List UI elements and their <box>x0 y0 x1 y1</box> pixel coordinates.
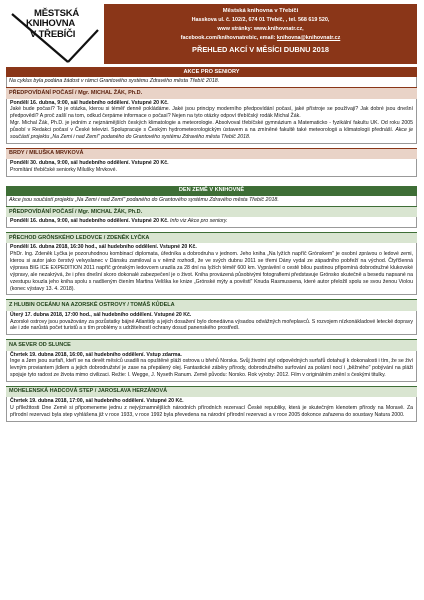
event-when: Čtvrtek 19. dubna 2018, 16:00, sál hudebního oddělení. Vstup zdarma. <box>10 351 182 358</box>
event-title: BRDY / MILUŠKA MRVKOVÁ <box>6 148 417 159</box>
event-desc-bio-text: Mgr. Michal Žák, Ph.D. je jedním z nejznámějších českých klimatologie a meteorologie. Absolvoval třebíčské gymnázium a Matematicko - fyzikální fakultu UK. Od roku 2005 působí v Redakci počasí v České televizi. Spolupracuje s Českým hydrometeorologickým ústavem a na zmíněné fakultě také meteorologii a klimatologii přednáší. <box>10 120 413 134</box>
logo-line-1: MĚSTSKÁ <box>34 8 80 19</box>
section-intro-earthday: Akce jsou součástí projektu „Na Zemi i nad Zemí" podaného do Grantového systému Zdravého města Třebíč 2018. <box>6 196 417 206</box>
org-social <box>110 34 411 43</box>
event-block <box>6 243 417 295</box>
event-desc: Info viz Akce pro seniory. <box>170 218 228 225</box>
section-intro-seniors: Na cyklus byla podána žádost v rámci Grantového systému Zdravého města Třebíč 2018. <box>6 77 417 87</box>
event-block <box>6 397 417 422</box>
event-desc: Promítání třebíčské seniorky Milušky Mrvkové. <box>10 166 117 173</box>
event-block <box>6 217 417 228</box>
event-desc-bio <box>10 120 413 141</box>
email-link[interactable]: knihovna@knihovnatr.cz <box>276 34 341 41</box>
event-when: Čtvrtek 19. dubna 2018, 17:00, sál hudebního oddělení. Vstupné 20 Kč. <box>10 398 184 405</box>
facebook-link[interactable]: facebook.com/knihovnatrebic, email: <box>180 34 276 41</box>
event-desc: Jaké bude počasí? To je otázka, kterou si téměř denně pokládáme. Jaké jsou principy moderního předpovídání počasí, jaké přístroje se používají? Jak dobré jsou dnešní předpovědi? A proč zašlí na tom, odkud čerpáme informace o počasí? Nejen na tyto otázky odpoví třebíčský rodák Michal Žák. <box>10 106 413 120</box>
event-block <box>6 159 417 177</box>
event-desc: PhDr. Ing. Zdeněk Lyčka je pozoruhodnou kombinací diplomata, úředníka a dobrodruha v jednom. Jeho kniha „Na lyžích napříč Grónskem" je osobní zprávou o ledové zemi, kterou si autor jako čerstvý velvyslanec v Dánsku zamiloval a v němž rozhodl, že ve svých dubnu 2011 se třemi Dány vydal ze západního pobřeží na východ. Čtyřčlenná výprava BIG ICE EXPEDITION 2011 napříč grónským ledovcem urazila za 28 dní na lyžích téměř 600 km. Vyprávění o cestě bílou pustinou připomíná dobrodružné klukovské výpravy, ale nezakrývá, že i přes dnešní skoro dokonalé zabezpečení je o život. Kniha provázená působivými fotografiemi představuje Grónsko skutečně a besedu napsané na vzestupu kouzla jeho kniha spolu s nadšeným čtením Martina Veliška ke knize „Grónské mýty a pověsti" Knuda Rasmussena, které autor přeložil spolu se svou ženou Violou (konec výstavy 13. 4. 2018). <box>10 251 413 292</box>
event-when-line <box>10 218 413 225</box>
page-header <box>6 4 417 64</box>
library-logo <box>6 4 104 64</box>
page <box>6 4 417 426</box>
event-title: PŘEDPOVÍDÁNÍ POČASÍ / Mgr. MICHAL ŽÁK, Ph.D. <box>6 206 417 217</box>
org-name: Městská knihovna v Třebíči <box>222 8 299 14</box>
event-when: Pondělí 30. dubna, 9:00, sál hudebního oddělení. Vstupné 20 Kč. <box>10 160 169 167</box>
logo-text <box>16 9 79 40</box>
event-when: Pondělí 16. dubna 2018, 16:30 hod., sál hudebního oddělení. Vstupné 20 Kč. <box>10 244 197 251</box>
section-band-seniors: AKCE PRO SENIORY <box>6 67 417 77</box>
event-desc: Azorské ostrovy jsou považovány za pozůstatky bájné Atlantidy a jejich dosažení bylo donedávna výsadou odvážných mořeplavců. S rozvojem nízkonákladové letecké dopravy ale i zde narůstá počet turistů a s tím problémy s udržitelností ochrany dosud panenského prostředí. <box>10 318 413 332</box>
event-title: NA SEVER OD SLUNCE <box>6 339 417 350</box>
event-title: PŘECHOD GRÓNSKÉHO LEDOVCE / ZDENĚK LYČKA <box>6 232 417 243</box>
event-desc-grant: Akce je součástí projektu „Na Zemi i nad Zemí" podaného do Grantového systému Zdravého města Třebíč 2018. <box>10 127 413 140</box>
event-title: Z HLUBIN OCEÁNU NA AZORSKÉ OSTROVY / TOMÁŠ KŮDELA <box>6 299 417 310</box>
event-title: PŘEDPOVÍDÁNÍ POČASÍ / Mgr. MICHAL ŽÁK, Ph.D. <box>6 87 417 98</box>
event-title: MOHELENSKÁ HADCOVÁ STEP / JAROSLAVA HERZÁNOVÁ <box>6 386 417 397</box>
logo-line-2: KNIHOVNA <box>26 18 76 30</box>
section-band-earthday: DEN ZEMĚ V KNIHOVNĚ <box>6 186 417 196</box>
event-block <box>6 311 417 336</box>
event-desc: U příležitosti Dne Země si připomeneme jednu z nejvýznamnějších národních přírodních rezervací České republiky, která je skutečným klenotem přírody na Moravě. Za přírodní rezervaci byla step vyhlášena již v roce 1933, v roce 1992 byla převedena na národní přírodní rezervaci a v roce 2005 dokonce zařazena do soustavy Natura 2000. <box>10 405 413 418</box>
event-when: Úterý 17. dubna 2018, 17:00 hod., sál hudebního oddělení. Vstupné 20 Kč. <box>10 311 192 318</box>
event-block <box>6 351 417 382</box>
logo-line-3: V TŘEBÍČI <box>30 28 76 40</box>
org-web[interactable]: www stránky: www.knihovnatr.cz, <box>217 26 304 33</box>
event-when: Pondělí 16. dubna, 9:00, sál hudebního oddělení. Vstupné 20 Kč. <box>10 99 169 106</box>
event-block <box>6 99 417 144</box>
header-contact-box <box>104 4 417 64</box>
event-desc: Inge a Jørn jsou surfaři, kteří se na devět měsíců usadili na opuštěné pláži ostrova u břehů Norska. Svůj životní styl odpovědných surfařů dotahují k dokonalosti i tím, že se živí levným proviantem jídlem a jejich dobrodružství je zase na přepálený olej. Fantastické záběry přírody, dobrodružného surfování za polární nocí i „běžného" pobývání na pláži spojuje tyto radost ze života mimo civilizaci. Režie: I. Wegge, J. Nyseth Ranum. Země původu: Norsko. Rok výroby: 2012. Film v originálním znění s českými titulky. <box>10 358 413 379</box>
page-title: PŘEHLED AKCÍ V MĚSÍCI DUBNU 2018 <box>192 44 329 54</box>
org-address: Hasskova ul. č. 102/2, 674 01 Třebíč, , tel. 568 619 520, <box>191 17 330 24</box>
event-when: Pondělí 16. dubna, 9:00, sál hudebního oddělení. Vstupné 20 Kč. <box>10 218 169 225</box>
